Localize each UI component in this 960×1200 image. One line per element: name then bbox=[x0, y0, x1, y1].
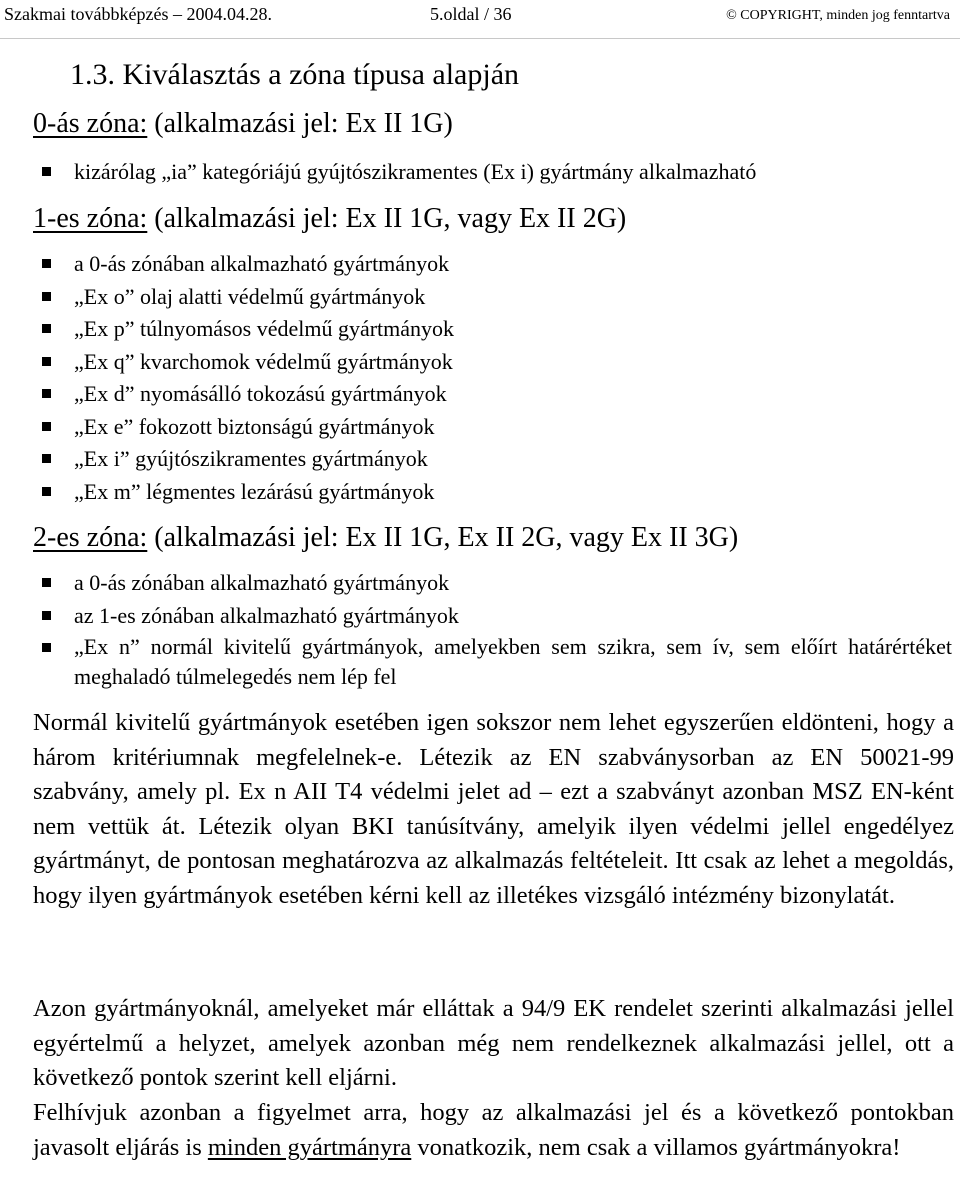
list-item: a 0-ás zónában alkalmazható gyártmányok bbox=[40, 248, 952, 281]
zone-0-heading bbox=[33, 108, 453, 140]
paragraph-marking: Azon gyártmányoknál, amelyeket már elláttak a 94/9 EK rendelet szerinti alkalmazási jellel egyértelmű a helyzet, amelyek azonban még nem rendelkeznek alkalmazási jellel, ott a következő pontok szerint kell eljárni. bbox=[33, 995, 954, 1091]
section-title: 1.3. Kiválasztás a zóna típusa alapján bbox=[70, 58, 520, 91]
zone-1-label: 1-es zóna: bbox=[33, 203, 148, 234]
list-item: az 1-es zónában alkalmazható gyártmányok bbox=[40, 600, 952, 633]
list-item: a 0-ás zónában alkalmazható gyártmányok bbox=[40, 567, 952, 600]
list-item: „Ex i” gyújtószikramentes gyártmányok bbox=[40, 443, 952, 476]
list-item: „Ex e” fokozott biztonságú gyártmányok bbox=[40, 411, 952, 444]
list-item: „Ex n” normál kivitelű gyártmányok, amelyekben sem szikra, sem ív, sem előírt határértéket meghaladó túlmelegedés nem lép fel bbox=[40, 632, 952, 692]
list-item: „Ex p” túlnyomásos védelmű gyártmányok bbox=[40, 313, 952, 346]
list-item: „Ex o” olaj alatti védelmű gyártmányok bbox=[40, 281, 952, 314]
header-course-date: Szakmai továbbképzés – 2004.04.28. bbox=[4, 4, 272, 24]
list-item: „Ex q” kvarchomok védelmű gyártmányok bbox=[40, 346, 952, 379]
zone-2-label: 2-es zóna: bbox=[33, 522, 148, 553]
square-bullet-icon bbox=[42, 578, 51, 587]
square-bullet-icon bbox=[42, 487, 51, 496]
zone-1-heading bbox=[33, 203, 626, 235]
square-bullet-icon bbox=[42, 422, 51, 431]
zone-0-list bbox=[40, 156, 952, 189]
square-bullet-icon bbox=[42, 324, 51, 333]
square-bullet-icon bbox=[42, 611, 51, 620]
paragraph-normal-design: Normál kivitelű gyártmányok esetében igen sokszor nem lehet egyszerűen eldönteni, hogy a három kritériumnak megfelelnek-e. Létezik az EN szabványsorban az EN 50021-99 szabvány, amely pl. Ex n AII T4 védelmi jelet ad – ezt a szabványt azonban MSZ EN-ként nem vettük át. Létezik olyan BKI tanúsítvány, amelyik ilyen védelmi jellel engedélyez gyártmányt, de pontosan meghatározva az alkalmazás feltételeit. Itt csak az lehet a megoldás, hogy ilyen gyártmányok esetében kérni kell az illetékes vizsgáló intézmény bizonylatát. bbox=[33, 709, 954, 909]
square-bullet-icon bbox=[42, 357, 51, 366]
page-header bbox=[0, 4, 960, 28]
square-bullet-icon bbox=[42, 643, 51, 652]
zone-2-heading bbox=[33, 522, 738, 554]
zone-2-list bbox=[40, 567, 952, 692]
list-item: kizárólag „ia” kategóriájú gyújtószikramentes (Ex i) gyártmány alkalmazható bbox=[40, 156, 952, 189]
paragraph-note: Felhívjuk azonban a figyelmet arra, hogy az alkalmazási jel és a következő pontokban javasolt eljárás is minden gyártmányra vonatkozik, nem csak a villamos gyártmányokra! bbox=[33, 1099, 954, 1161]
list-item: „Ex d” nyomásálló tokozású gyártmányok bbox=[40, 378, 952, 411]
underlined-emphasis: minden gyártmányra bbox=[207, 1133, 412, 1161]
header-copyright: © COPYRIGHT, minden jog fenntartva bbox=[726, 8, 950, 23]
list-item: „Ex m” légmentes lezárású gyártmányok bbox=[40, 476, 952, 509]
zone-0-code: (alkalmazási jel: Ex II 1G) bbox=[147, 108, 453, 139]
header-divider bbox=[0, 38, 960, 39]
header-page-number: 5.oldal / 36 bbox=[430, 4, 512, 24]
zone-2-code: (alkalmazási jel: Ex II 1G, Ex II 2G, vagy Ex II 3G) bbox=[147, 522, 739, 553]
square-bullet-icon bbox=[42, 292, 51, 301]
zone-0-label: 0-ás zóna: bbox=[33, 108, 148, 139]
zone-1-code: (alkalmazási jel: Ex II 1G, vagy Ex II 2G) bbox=[147, 203, 627, 234]
zone-1-list bbox=[40, 248, 952, 508]
square-bullet-icon bbox=[42, 454, 51, 463]
square-bullet-icon bbox=[42, 167, 51, 176]
square-bullet-icon bbox=[42, 259, 51, 268]
square-bullet-icon bbox=[42, 389, 51, 398]
